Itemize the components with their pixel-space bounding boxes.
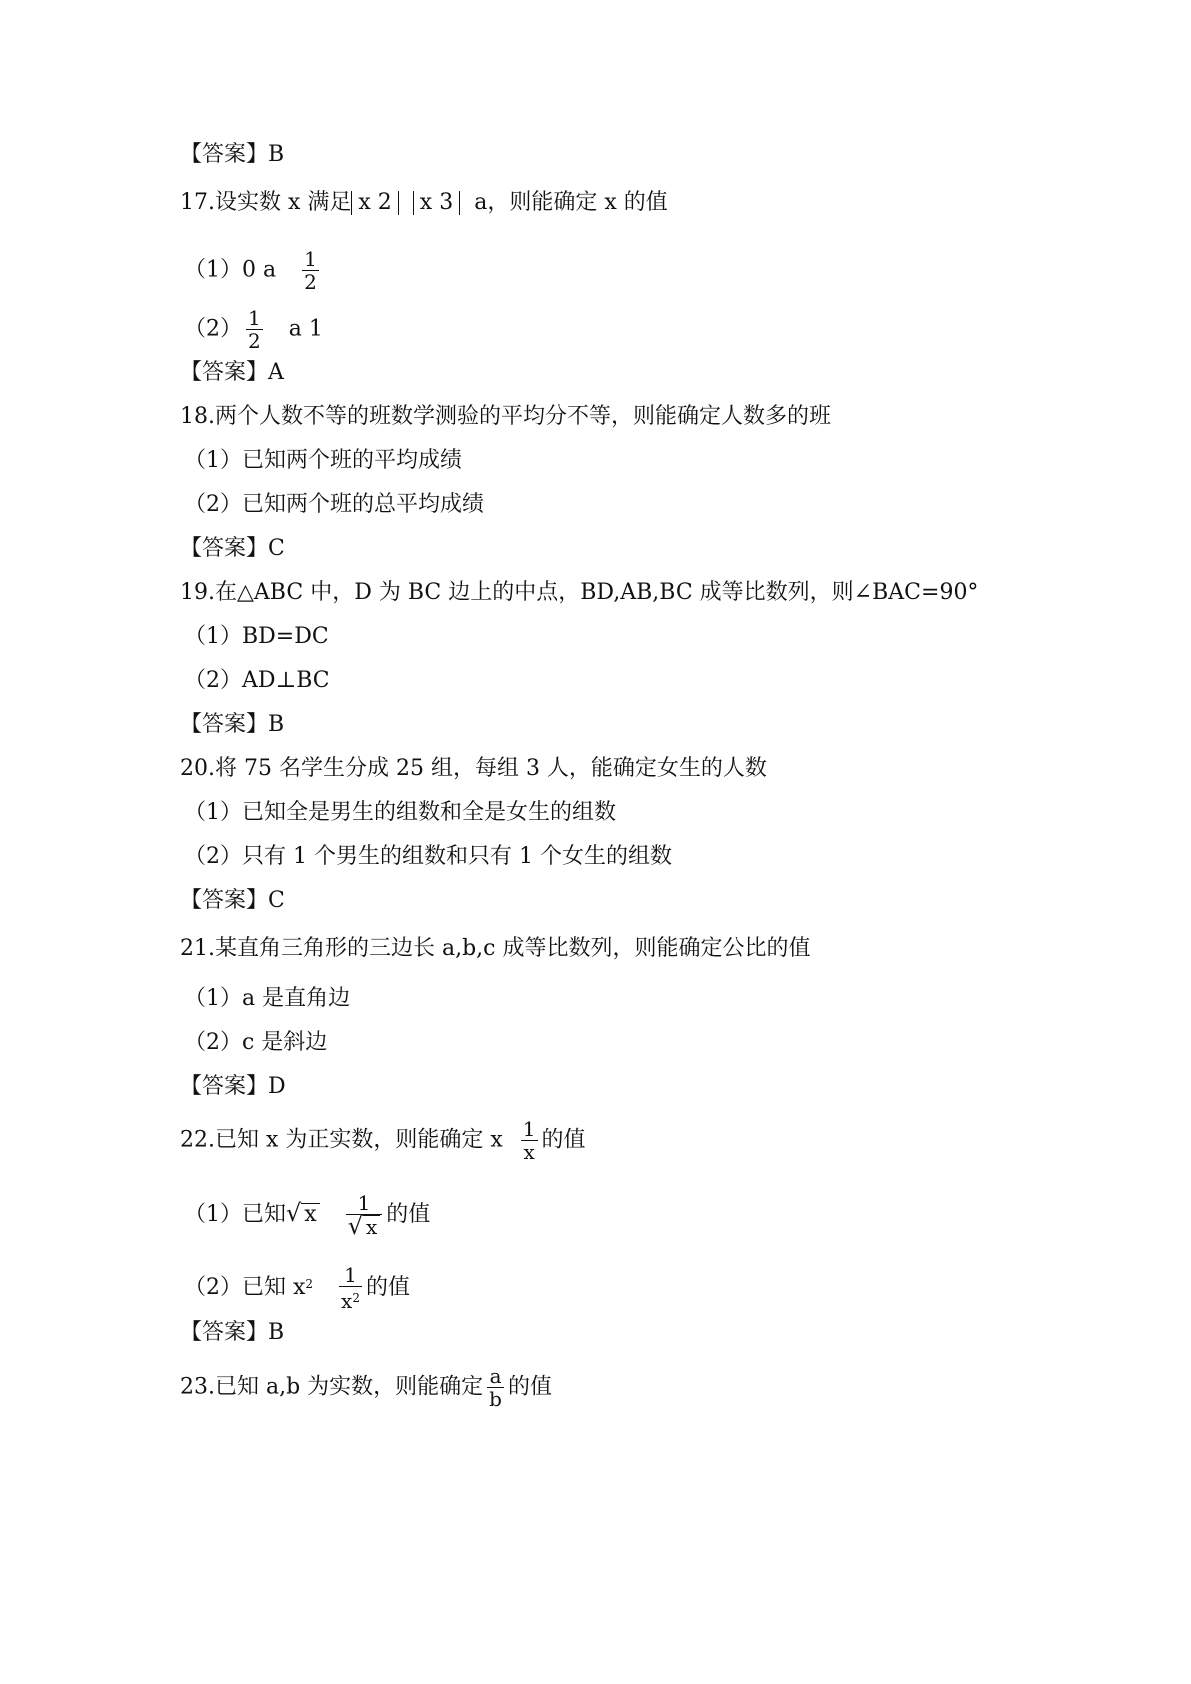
q17-stem-a: 17.设实数 x 满足 [180,190,352,215]
q23-stem-b: 的值 [507,1374,552,1400]
answer-22: 【答案】B [180,1320,285,1345]
answer-16: 【答案】B [180,142,285,167]
q22-o1-a: （1）已知 [184,1202,286,1227]
q22-stem-den: x [521,1140,538,1163]
q19-option-1: （1）BD=DC [184,624,329,649]
sqrt-symbol-icon: √ [347,1212,364,1240]
question-23 [180,1365,552,1410]
q17-o2-text: a 1 [288,316,323,342]
q22-o2-sup: 2 [305,1277,314,1291]
q22-o2-a: （2）已知 x [184,1275,306,1300]
question-20: 20.将 75 名学生分成 25 组，每组 3 人，能确定女生的人数 [180,756,767,781]
answer-19: 【答案】B [180,712,285,737]
q17-o1-text: 0 a [242,257,277,283]
q22-o1-b: 的值 [386,1202,431,1227]
q22-o2-den [339,1286,362,1312]
q22-o2-den-sup: 2 [352,1291,360,1305]
q22-o1-fraction [346,1192,383,1238]
question-17 [180,188,668,218]
question-21: 21.某直角三角形的三边长 a,b,c 成等比数列，则能确定公比的值 [180,936,811,961]
q17-stem-b: a，则能确定 x 的值 [474,190,668,215]
q17-option-1 [184,248,323,293]
answer-21: 【答案】D [180,1074,286,1099]
question-19: 19.在△ABC 中，D 为 BC 边上的中点，BD,AB,BC 成等比数列，则∠BAC=90° [180,580,979,605]
q21-option-2: （2）c 是斜边 [184,1030,328,1055]
q17-o2-fraction [246,307,263,352]
q22-o1-sqrt: x [301,1203,319,1226]
q22-option-1 [184,1192,430,1238]
q23-den: b [489,1387,502,1411]
q22-o2-b: 的值 [365,1275,410,1300]
q17-o2-prefix: （2） [184,316,242,342]
q17-o1-num: 1 [304,247,317,271]
q22-o2-den-x: x [341,1289,353,1313]
q21-option-1: （1）a 是直角边 [184,986,351,1011]
sqrt-symbol-icon: √ [286,1199,302,1227]
answer-17: 【答案】A [180,360,284,385]
q18-option-2: （2）已知两个班的总平均成绩 [184,492,484,517]
q23-fraction [487,1365,504,1410]
q17-o1-prefix: （1） [184,257,242,283]
q17-abs-2: x 3 [413,191,460,215]
q17-o2-den: 2 [248,329,261,353]
answer-20: 【答案】C [180,888,285,913]
answer-18: 【答案】C [180,536,285,561]
q22-o2-num: 1 [344,1263,357,1287]
q17-o2-num: 1 [248,306,261,330]
q22-stem-b: 的值 [541,1127,586,1153]
q19-option-2: （2）AD⊥BC [184,668,330,693]
q22-o1-den-sqrt: x [363,1215,380,1238]
q20-option-2: （2）只有 1 个男生的组数和只有 1 个女生的组数 [184,844,672,869]
q22-option-2 [184,1264,410,1312]
question-18: 18.两个人数不等的班数学测验的平均分不等，则能确定人数多的班 [180,404,831,429]
q22-stem-a: 22.已知 x 为正实数，则能确定 x [180,1127,503,1153]
q22-o2-fraction [339,1264,362,1312]
q22-stem-fraction [521,1118,538,1163]
q22-o1-num: 1 [357,1191,371,1215]
q22-stem-num: 1 [522,1117,536,1141]
q17-option-2 [184,307,323,352]
q23-stem-a: 23.已知 a,b 为实数，则能确定 [180,1374,484,1400]
q17-o1-den: 2 [304,270,317,294]
q18-option-1: （1）已知两个班的平均成绩 [184,448,462,473]
q22-o1-den [346,1214,383,1238]
question-22 [180,1118,586,1163]
q20-option-1: （1）已知全是男生的组数和全是女生的组数 [184,800,616,825]
q23-num: a [489,1364,502,1388]
q17-abs-1: x 2 [351,191,398,215]
q17-o1-fraction [302,248,319,293]
